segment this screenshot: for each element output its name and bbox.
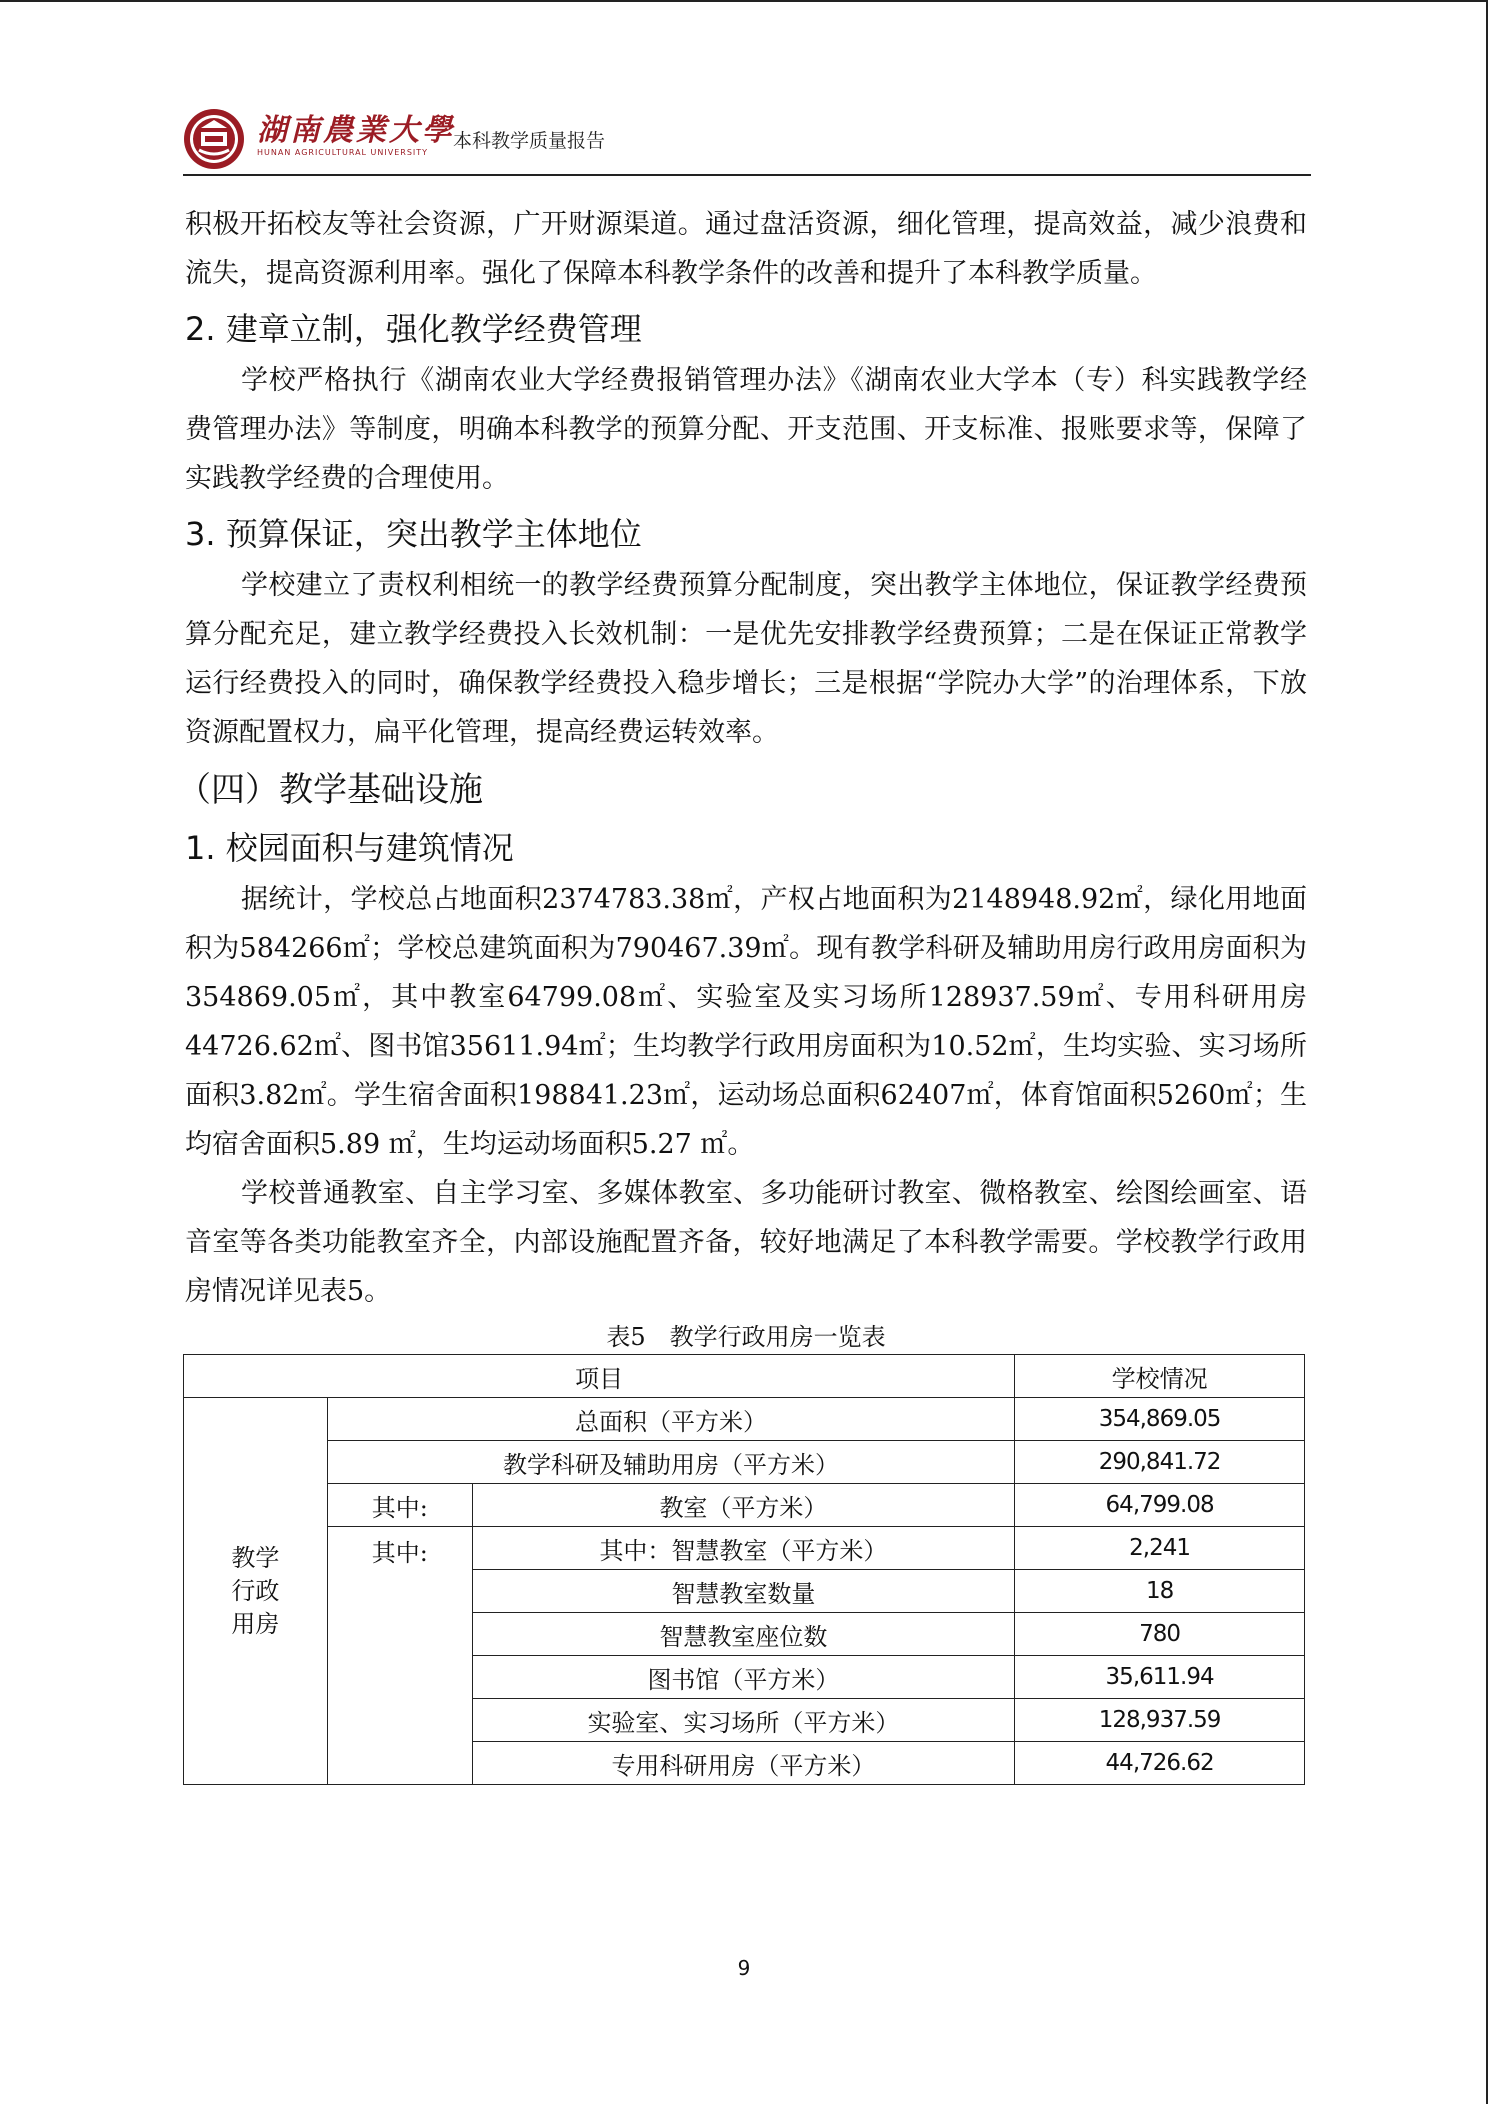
table-row [184,1441,1305,1484]
table-caption: 表5 教学行政用房一览表 [606,1323,886,1351]
chapter-heading-4: （四）教学基础设施 [177,770,483,810]
row-value: 128,937.59 [1015,1699,1305,1742]
logo-english-name: HUNAN AGRICULTURAL UNIVERSITY [257,148,429,157]
row-value: 35,611.94 [1015,1656,1305,1699]
section-heading-campus: 1. 校园面积与建筑情况 [185,829,514,867]
paragraph-classrooms: 学校普通教室、自主学习室、多媒体教室、多功能研讨教室、微格教室、绘图绘画室、语音室等各类功能教室齐全，内部设施配置齐备，较好地满足了本科教学需要。学校教学行政用房情况详见表5。 [185,1178,1307,1307]
section-heading-3: 3. 预算保证，突出教学主体地位 [185,515,642,553]
sub-label-cell: 其中: [327,1484,472,1527]
row-label: 总面积（平方米） [327,1398,1014,1441]
row-value: 18 [1015,1570,1305,1613]
group-label-cell [184,1398,328,1785]
row-label: 教室（平方米） [472,1484,1014,1527]
row-value: 44,726.62 [1015,1742,1305,1785]
university-seal-icon [183,108,245,170]
row-value: 64,799.08 [1015,1484,1305,1527]
paragraph-budget: 学校建立了责权利相统一的教学经费预算分配制度，突出教学主体地位，保证教学经费预算分配充足，建立教学经费投入长效机制：一是优先安排教学经费预算；二是在保证正常教学运行经费投入的同时，确保教学经费投入稳步增长；三是根据“学院办大学”的治理体系，下放资源配置权力，扁平化管理，提高经费运转效率。 [185,570,1307,748]
row-label: 其中：智慧教室（平方米） [472,1527,1014,1570]
table-row [184,1484,1305,1527]
table-row [184,1527,1305,1570]
page-content [177,200,1307,1785]
group-label-line: 用房 [231,1609,280,1638]
paragraph-funding: 积极开拓校友等社会资源，广开财源渠道。通过盘活资源，细化管理，提高效益，减少浪费和流失，提高资源利用率。强化了保障本科教学条件的改善和提升了本科教学质量。 [185,209,1307,289]
table-header-item: 项目 [184,1355,1015,1398]
page-top-border [0,0,1488,2]
row-value: 2,241 [1015,1527,1305,1570]
logo-chinese-name: 湖南農業大學 [257,113,455,148]
group-label-line: 教学 [231,1543,280,1572]
section-heading-2: 2. 建章立制，强化教学经费管理 [185,310,642,348]
row-label: 专用科研用房（平方米） [472,1742,1014,1785]
table-row [184,1398,1305,1441]
row-label: 实验室、实习场所（平方米） [472,1699,1014,1742]
row-value: 290,841.72 [1015,1441,1305,1484]
sub-label-cell: 其中: [327,1527,472,1785]
report-title: 本科教学质量报告 [453,130,606,152]
row-label: 教学科研及辅助用房（平方米） [327,1441,1014,1484]
teaching-building-table [183,1354,1305,1785]
row-value: 780 [1015,1613,1305,1656]
page-header [183,104,1311,174]
table-header-value: 学校情况 [1015,1355,1305,1398]
row-value: 354,869.05 [1015,1398,1305,1441]
table-header-row [184,1355,1305,1398]
paragraph-campus-area: 据统计，学校总占地面积2374783.38㎡，产权占地面积为2148948.92㎡，绿化用地面积为584266㎡；学校总建筑面积为790467.39㎡。现有教学科研及辅助用房行政用房面积为354869.05㎡，其中教室64799.08㎡、实验室及实习场所128937.59㎡、专用科研用房44726.62㎡、图书馆35611.94㎡；生均教学行政用房面积为10.52㎡，生均实验、实习场所面积3.82㎡。学生宿舍面积198841.23㎡，运动场总面积62407㎡，体育馆面积5260㎡；生均宿舍面积5.89 ㎡，生均运动场面积5.27 ㎡。 [185,884,1307,1160]
row-label: 图书馆（平方米） [472,1656,1014,1699]
page-number: 9 [737,1956,751,1980]
university-logo-text [257,114,455,158]
row-label: 智慧教室数量 [472,1570,1014,1613]
group-label-line: 行政 [231,1576,280,1605]
row-label: 智慧教室座位数 [472,1613,1014,1656]
header-divider [183,174,1311,176]
paragraph-regulations: 学校严格执行《湖南农业大学经费报销管理办法》《湖南农业大学本（专）科实践教学经费管理办法》等制度，明确本科教学的预算分配、开支范围、开支标准、报账要求等，保障了实践教学经费的合理使用。 [185,365,1307,494]
